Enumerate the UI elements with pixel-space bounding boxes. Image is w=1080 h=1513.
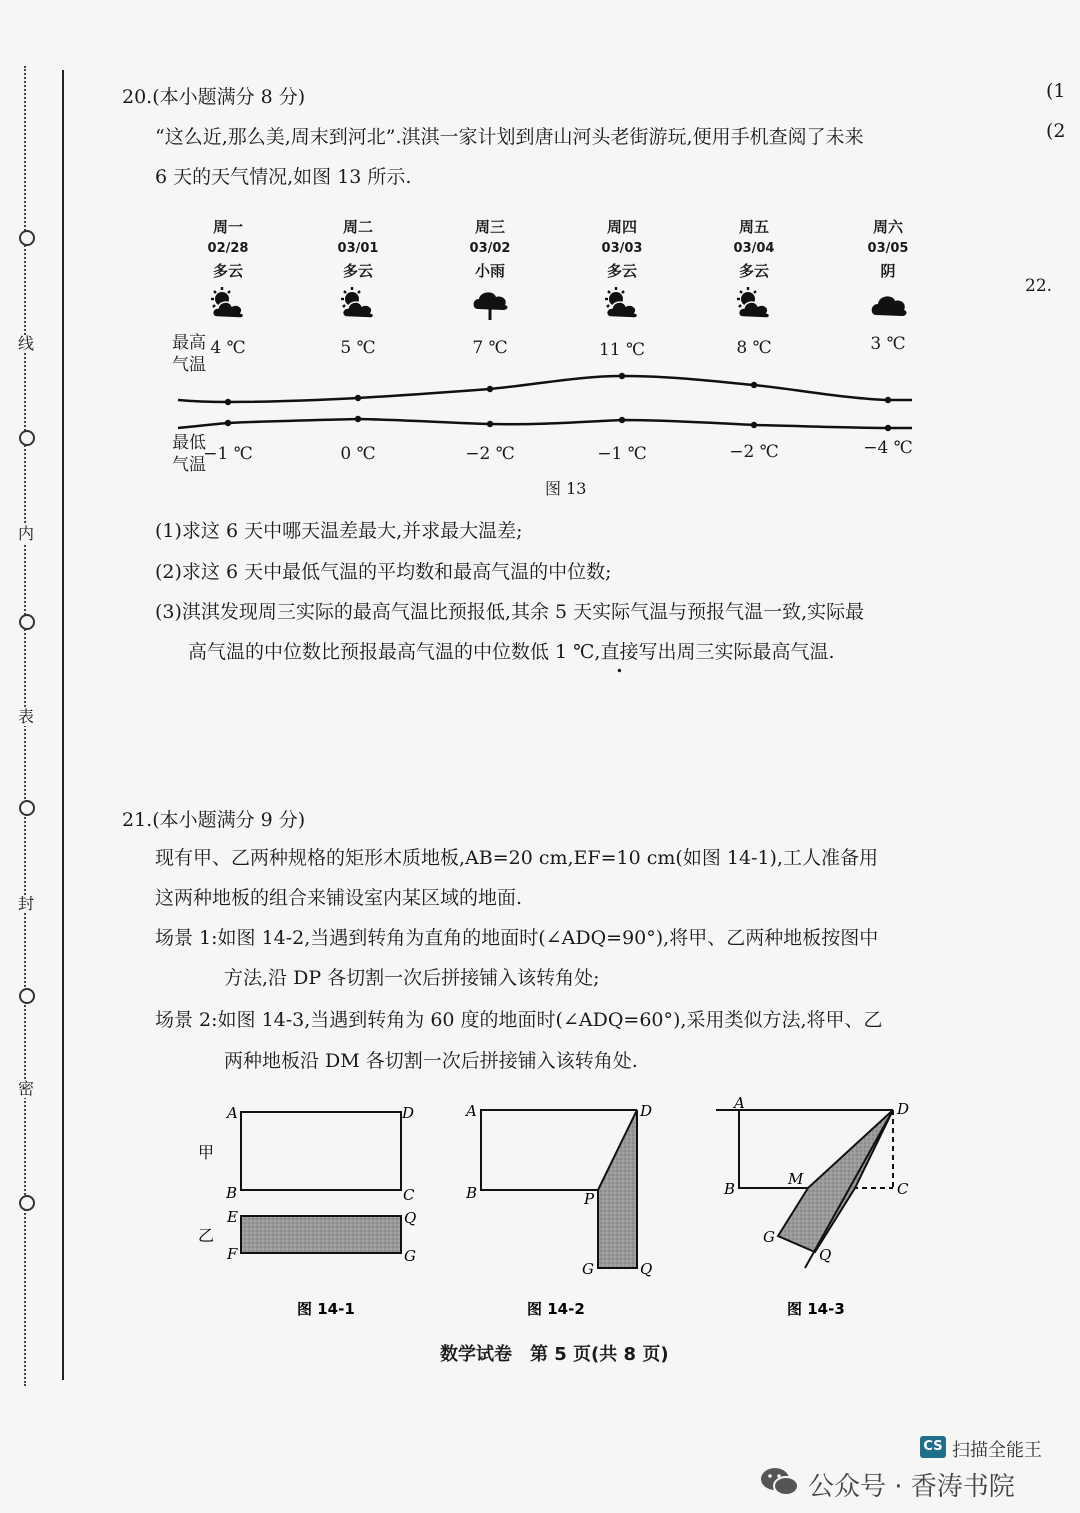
high-point [619,373,625,379]
label-E: E [227,1208,238,1226]
binding-char: 密 [18,1079,35,1098]
scanner-badge: CS [920,1436,946,1458]
scanner-name: 扫描全能王 [952,1440,1042,1461]
q20-sub1: (1)求这 6 天中哪天温差最大,并求最大温差; [155,520,523,542]
binding-hole [19,988,35,1004]
label-D: D [897,1100,910,1118]
low-temp: −1 ℃ [203,444,253,464]
high-temp: 5 ℃ [340,338,376,358]
label-G: G [404,1247,416,1265]
q21-scene1: 场景 1:如图 14-2,当遇到转角为直角的地面时(∠ADQ=90°),将甲、乙两种地板按图中 [155,927,879,949]
q21-header: 21.(本小题满分 9 分) [122,809,306,831]
high-temp: 7 ℃ [472,338,508,358]
q21-scene2-cont: 两种地板沿 DM 各切割一次后拼接铺入该转角处. [224,1050,638,1072]
low-temp: −4 ℃ [863,438,913,458]
right-margin-text: 22. [1025,276,1053,296]
binding-char: 表 [18,707,35,726]
label-A: A [734,1094,745,1112]
day-name: 周三 [474,218,505,236]
high-temp: 8 ℃ [736,338,772,358]
low-point [885,425,891,431]
day-condition: 小雨 [474,262,505,280]
day-condition: 多云 [738,262,769,280]
label-D: D [640,1102,653,1120]
label-yi: 乙 [198,1226,215,1245]
q20-sub3-part: 写出周三实际最高气温. [638,641,835,663]
label-M: M [788,1170,804,1188]
fig13-caption: 图 13 [545,479,587,498]
board-jia [241,1112,401,1190]
low-temp: −2 ℃ [465,444,515,464]
label-Q: Q [819,1246,832,1264]
q20-sub3-cont [188,637,835,664]
right-margin-text: (2 [1046,120,1066,142]
binding-hole [19,614,35,630]
right-margin-text: (1 [1046,80,1066,102]
low-point [355,416,361,422]
fig14-1-caption: 图 14-1 [297,1300,355,1318]
label-D: D [402,1104,415,1122]
q20-sub3: (3)淇淇发现周三实际的最高气温比预报低,其余 5 天实际气温与预报气温一致,实际最 [155,601,865,623]
binding-hole [19,800,35,816]
high-point [225,399,231,405]
high-temp: 11 ℃ [598,340,646,360]
q20-sub3-part: 高气温的中位数比预报最高气温的中位数低 1 ℃, [188,641,601,663]
label-G: G [763,1228,775,1246]
fig14-2 [481,1110,637,1268]
high-temp-curve [178,376,912,402]
high-temp: 4 ℃ [210,338,246,358]
figure-14 [0,1090,1080,1330]
high-point [487,386,493,392]
day-condition: 多云 [606,262,637,280]
account-name: 公众号 · 香涛书院 [808,1472,1015,1502]
q21-line: 现有甲、乙两种规格的矩形木质地板,AB=20 cm,EF=10 cm(如图 14-1),工人准备用 [155,847,878,869]
label-B: B [466,1184,478,1202]
q21-scene2: 场景 2:如图 14-3,当遇到转角为 60 度的地面时(∠ADQ=60°),采用类似方法,将甲、乙 [155,1009,883,1031]
day-name: 周六 [872,218,903,236]
high-point [751,382,757,388]
day-date: 03/04 [733,241,775,256]
board-yi-cut [598,1110,637,1268]
label-C: C [897,1180,909,1198]
day-date: 03/05 [867,241,909,256]
board-yi [241,1216,401,1253]
day-name: 周二 [342,218,373,236]
day-date: 03/01 [337,241,379,256]
day-name: 周四 [606,218,637,236]
low-temp: −2 ℃ [729,442,779,462]
label-F: F [227,1245,238,1263]
day-name: 周五 [738,218,769,236]
label-A: A [227,1104,238,1122]
low-point [619,417,625,423]
low-point [225,420,231,426]
low-label-line: 最低 [172,433,206,453]
high-temp: 3 ℃ [870,334,906,354]
high-label-line: 最高 [172,333,206,353]
high-point [885,397,891,403]
low-label-line: 气温 [172,455,206,475]
day-date: 02/28 [207,241,249,256]
day-date: 03/03 [601,241,643,256]
label-A: A [466,1102,477,1120]
label-Q: Q [640,1260,653,1278]
low-temp: 0 ℃ [340,444,376,464]
day-name: 周一 [212,218,243,236]
binding-char: 线 [18,334,35,353]
high-label-line: 气温 [172,355,206,375]
binding-char: 封 [18,894,35,913]
binding-char: 内 [18,524,35,543]
fig14-1 [241,1112,401,1253]
fig14-3 [716,1110,893,1268]
day-date: 03/02 [469,241,511,256]
low-temp-curve [178,419,912,428]
label-Q: Q [404,1209,417,1227]
emphasis-text: 直接 [600,641,639,663]
page-footer: 数学试卷 第 5 页(共 8 页) [440,1344,669,1365]
label-C: C [403,1186,415,1204]
label-G: G [582,1260,594,1278]
wechat-icon [758,1464,802,1500]
low-point [487,421,493,427]
q20-header: 20.(本小题满分 8 分) [122,86,306,108]
q20-sub2: (2)求这 6 天中最低气温的平均数和最高气温的中位数; [155,561,612,583]
q21-scene1-cont: 方法,沿 DP 各切割一次后拼接铺入该转角处; [224,967,600,989]
day-condition: 多云 [342,262,373,280]
q20-intro: 6 天的天气情况,如图 13 所示. [155,166,412,188]
q20-intro: “这么近,那么美,周末到河北”.淇淇一家计划到唐山河头老街游玩,便用手机查阅了未来 [155,126,864,148]
low-temp: −1 ℃ [597,444,647,464]
low-point [751,422,757,428]
q21-line: 这两种地板的组合来铺设室内某区域的地面. [155,887,523,909]
label-B: B [226,1184,238,1202]
fig14-3-caption: 图 14-3 [787,1300,845,1318]
label-P: P [584,1190,595,1208]
label-B: B [724,1180,736,1198]
day-condition: 多云 [212,262,243,280]
label-jia: 甲 [198,1143,215,1162]
high-point [355,395,361,401]
fig14-2-caption: 图 14-2 [527,1300,585,1318]
day-condition: 阴 [880,262,896,280]
